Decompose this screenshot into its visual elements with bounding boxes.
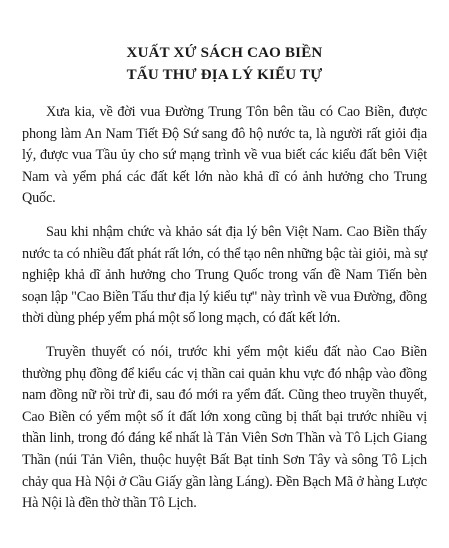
title-line-2: TẤU THƯ ĐỊA LÝ KIỂU TỰ (126, 67, 323, 83)
paragraph-2: Sau khi nhậm chức và khảo sát địa lý bên Việt Nam. Cao Biền thấy nước ta có nhiều đất phát rất lớn, có thể tạo nên những bậc tài giỏi, mà sự nghiệp khả dĩ ảnh hưởng cho Trung Quốc trong vấn đề Nam Tiến bèn soạn lập "Cao Biền Tấu thư địa lý kiểu tự" này trình về vua Đường, đồng thời dùng phép yểm phá một số long mạch, có đất kết lớn. (22, 223, 427, 327)
paragraph-3: Truyền thuyết có nói, trước khi yểm một kiểu đất nào Cao Biền thường phụ đồng để kiểu các vị thần cai quản khu vực đó nhập vào đồng nam đồng nữ rồi trừ đi, sau đó mới ra yểm đất. Cũng theo truyền thuyết, Cao Biền có yểm một số ít đất lớn xong cũng bị thất bại trước nhiều vị thần linh, trong đó đáng kể nhất là Tản Viên Sơn Thần và Tô Lịch Giang Thần (núi Tản Viên, thuộc huyệt Bất Bạt tỉnh Sơn Tây và sông Tô Lịch chảy qua Hà Nội ở Cầu Giấy gần làng Láng). Đền Bạch Mã ở hàng Lược Hà Nội là đền thờ thần Tô Lịch. (22, 343, 427, 512)
chapter-title (22, 42, 427, 86)
paragraph-1: Xưa kia, về đời vua Đường Trung Tôn bên tầu có Cao Biền, được phong làm An Nam Tiết Độ Sứ sang đô hộ nước ta, là người rất giỏi địa lý, được vua Tầu ủy cho sứ mạng trình về vua biết các kiểu đất bên Việt Nam và yểm phá các đất kết lớn nào khả dĩ có ảnh hưởng cho Trung Quốc. (22, 104, 427, 207)
title-line-1: XUẤT XỨ SÁCH CAO BIỀN (126, 45, 323, 61)
